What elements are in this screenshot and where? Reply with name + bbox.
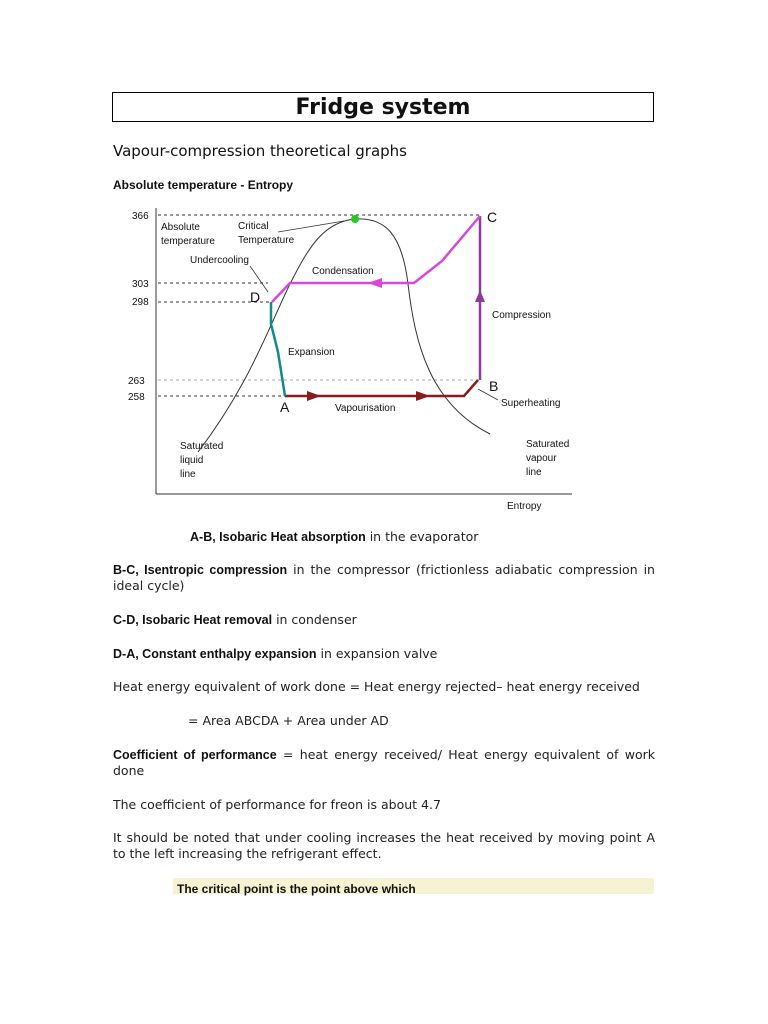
point-label-d: D [250, 289, 261, 305]
sat-vapour-line-3: line [526, 467, 542, 478]
title-box [112, 92, 654, 122]
expansion-line [271, 302, 285, 396]
para-bc-text: in the compressor (frictionless adiabatic compression in ideal cycle) [113, 562, 655, 593]
vapourisation-arrow-2 [416, 391, 430, 401]
para-ab-text: in the evaporator [365, 529, 479, 544]
condensation-arrow [368, 278, 382, 288]
para-cd-bold: C-D, Isobaric Heat removal [113, 613, 273, 627]
sat-liquid-line-1: Saturated [180, 441, 224, 452]
compression-arrow [475, 290, 485, 302]
para-cd-text: in condenser [272, 612, 357, 627]
para-da [113, 646, 655, 662]
para-ab-bold: A-B, Isobaric Heat absorption [190, 530, 366, 544]
condensation-label: Condensation [312, 266, 374, 277]
para-undercooling-note: It should be noted that under cooling increases the heat received by moving point A to the left increasing the refrigerant effect. [113, 830, 655, 861]
sat-liquid-line-2: liquid [180, 455, 204, 466]
critical-leader [278, 221, 344, 232]
ts-diagram [110, 204, 580, 512]
para-freon: The coefficient of performance for freon is about 4.7 [113, 797, 441, 812]
point-label-b: B [489, 378, 499, 394]
y-tick-263: 263 [128, 376, 145, 387]
page-title: Fridge system [295, 95, 471, 120]
point-label-c: C [487, 209, 498, 225]
critical-temp-line-2: Temperature [238, 235, 295, 246]
critical-point [351, 215, 359, 223]
critical-note: The critical point is the point above which [177, 882, 416, 896]
superheating-label: Superheating [501, 398, 561, 409]
para-bc-bold: B-C, Isentropic compression [113, 563, 288, 577]
y-tick-366: 366 [132, 211, 149, 222]
y-tick-298: 298 [132, 297, 149, 308]
undercooling-label: Undercooling [190, 255, 249, 266]
para-cop [113, 747, 655, 779]
abs-temp-line-1: Absolute [161, 222, 200, 233]
critical-temp-line-1: Critical [238, 221, 269, 232]
sat-vapour-line-2: vapour [526, 453, 557, 464]
chart-heading: Absolute temperature - Entropy [113, 178, 294, 192]
para-da-text: in expansion valve [316, 646, 438, 661]
vapourisation-label: Vapourisation [335, 403, 396, 414]
para-heat-eq: Heat energy equivalent of work done = Heat energy rejected– heat energy received [113, 679, 640, 694]
para-area-eq: = Area ABCDA + Area under AD [188, 713, 389, 728]
expansion-label: Expansion [288, 347, 335, 358]
para-ab [190, 529, 670, 545]
point-label-a: A [280, 399, 290, 415]
saturation-dome [198, 219, 490, 452]
y-tick-258: 258 [128, 392, 145, 403]
para-cop-text: = heat energy received/ Heat energy equivalent of work done [113, 747, 655, 778]
para-cop-bold: Coefficient of performance [113, 748, 277, 762]
critical-note-highlight [173, 878, 654, 894]
para-bc [113, 562, 655, 594]
para-cd [113, 612, 655, 628]
abs-temp-line-2: temperature [161, 236, 215, 247]
y-tick-303: 303 [132, 279, 149, 290]
compression-label: Compression [492, 310, 551, 321]
section-subtitle: Vapour-compression theoretical graphs [113, 142, 407, 160]
x-axis-label: Entropy [507, 501, 542, 512]
sat-vapour-line-1: Saturated [526, 439, 570, 450]
para-da-bold: D-A, Constant enthalpy expansion [113, 647, 317, 661]
vapourisation-arrow-1 [307, 391, 321, 401]
sat-liquid-line-3: line [180, 469, 196, 480]
